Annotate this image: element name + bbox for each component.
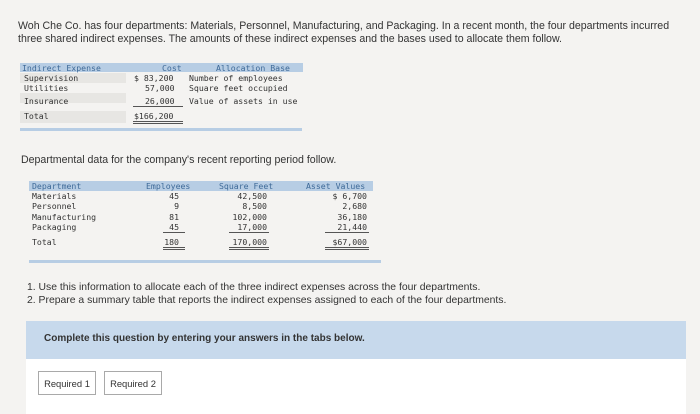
department-data-intro: Departmental data for the company's recent reporting period follow. [21,154,337,166]
total-double-rule [163,249,185,250]
department-name: Manufacturing [32,212,97,222]
total-employees: 180 [164,237,179,247]
problem-intro: Woh Che Co. has four departments: Materials, Personnel, Manufacturing, and Packaging. In a recent month, the four departments incurred three shared indirect expenses. The amounts of these indirect expenses and the bases used to allocate them follow. [18,20,670,45]
total-double-rule [325,249,369,250]
header-employees: Employees [146,181,191,191]
total-double-rule [229,249,269,250]
total-double-rule [133,123,183,124]
department-square-feet: 17,000 [237,222,267,232]
tab-required-1[interactable]: Required 1 [38,371,96,395]
total-rule [325,247,369,248]
header-asset-values: Asset Values [306,181,366,191]
total-rule [163,247,185,248]
instruction-2: 2. Prepare a summary table that reports the indirect expenses assigned to each of the four departments. [27,295,507,306]
header-department: Department [32,181,82,191]
expense-name: Utilities [24,83,69,93]
expense-cost: 57,000 [145,83,175,93]
expense-name: Supervision [24,73,79,83]
indirect-expense-table [20,63,303,126]
expense-name: Insurance [24,96,69,106]
department-employees: 9 [174,201,179,211]
expense-base: Square feet occupied [189,83,288,93]
department-name: Packaging [32,222,77,232]
table-bottom-bar [20,128,302,131]
department-square-feet: 102,000 [232,212,267,222]
department-employees: 81 [169,212,179,222]
expense-cost: 26,000 [145,96,175,106]
department-name: Personnel [32,201,77,211]
instruction-1: 1. Use this information to allocate each of the three indirect expenses across the four departments. [27,282,481,293]
department-asset-value: 21,440 [337,222,367,232]
expense-cost: $ 83,200 [134,73,174,83]
total-label: Total [24,111,49,121]
header-square-feet: Square Feet [219,181,274,191]
header-cost: Cost [162,63,182,73]
tab-required-2[interactable]: Required 2 [104,371,162,395]
header-allocation-base: Allocation Base [216,63,290,73]
header-indirect-expense: Indirect Expense [22,63,101,73]
total-rule [229,247,269,248]
subtotal-rule [325,232,369,233]
total-rule [133,121,183,122]
total-asset-values: $67,000 [332,237,367,247]
subtotal-rule [163,232,185,233]
department-employees: 45 [169,191,179,201]
department-asset-value: 36,180 [337,212,367,222]
expense-base: Number of employees [189,73,283,83]
department-square-feet: 8,500 [242,201,267,211]
total-label: Total [32,237,57,247]
subtotal-rule [229,232,269,233]
table-bottom-bar [29,260,381,263]
subtotal-rule [133,106,183,107]
tab-area [26,359,686,414]
expense-base: Value of assets in use [189,96,298,106]
department-name: Materials [32,191,77,201]
department-employees: 45 [169,222,179,232]
instructions [27,281,506,307]
department-asset-value: $ 6,700 [332,191,367,201]
department-asset-value: 2,680 [342,201,367,211]
total-square-feet: 170,000 [232,237,267,247]
department-square-feet: 42,500 [237,191,267,201]
instruction-banner [26,321,686,359]
banner-text: Complete this question by entering your answers in the tabs below. [44,333,365,344]
department-data-table [29,181,373,255]
total-cost: $166,200 [134,111,174,121]
